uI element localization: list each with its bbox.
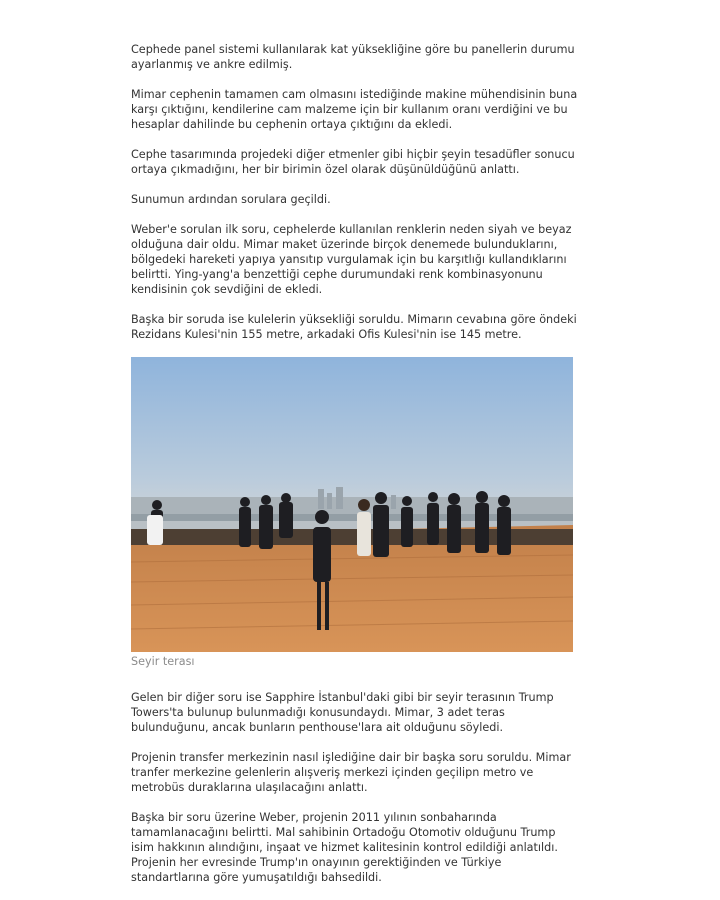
paragraph: Sunumun ardından sorulara geçildi. [131,193,331,206]
paragraph: Başka bir soru üzerine Weber, projenin 2011 yılının sonbaharında tamamlanacağını belirtti. Mal sahibinin Ortadoğu Otomotiv olduğunu Trump isim hakkının alındığını, inşaat ve hizmet kalitesinin kontrol edildiği anlatıldı. Projenin her evresinde Trump'ın onayının gerektiğinden ve Türkiye standartlarına göre yumuşatıldığı bahsedildi. [131,811,558,884]
paragraph: Gelen bir diğer soru ise Sapphire İstanbul'daki gibi bir seyir terasının Trump Towers'ta bulunup bulunmadığı konusundaydı. Mimar, 3 adet teras bulunduğunu, ancak bunların penthouse'lara ait olduğunu söyledi. [131,691,554,734]
paragraph: Başka bir soruda ise kulelerin yüksekliği soruldu. Mimarın cevabına göre öndeki Rezidans Kulesi'nin 155 metre, arkadaki Ofis Kulesi'nin ise 145 metre. [131,313,577,341]
article-body [131,42,581,900]
paragraph: Cephede panel sistemi kullanılarak kat yüksekliğine göre bu panellerin durumu ayarlanmış ve ankre edilmiş. [131,43,575,71]
paragraph: Cephe tasarımında projedeki diğer etmenler gibi hiçbir şeyin tesadüfler sonucu ortaya çıkmadığını, her bir birimin özel olarak düşünüldüğünü anlattı. [131,148,575,176]
figure-caption: Seyir terası [131,655,195,668]
paragraph: Mimar cephenin tamamen cam olmasını istediğinde makine mühendisinin buna karşı çıktığını, kendilerine cam malzeme için bir kullanım oranı verdiğini ve bu hesaplar dahilinde bu cephenin ortaya çıktığını da ekledi. [131,88,578,131]
paragraph: Weber'e sorulan ilk soru, cephelerde kullanılan renklerin neden siyah ve beyaz olduğuna dair oldu. Mimar maket üzerinde birçok denemede bulunduklarını, bölgedeki hareketi yapıya yansıtıp vurgulamak için bu karşıtlığı kullandıklarını belirtti. Ying-yang'a benzettiği cephe durumundaki renk kombinasyonunu kendisinin çok sevdiğini de ekledi. [131,223,572,296]
paragraph: Projenin transfer merkezinin nasıl işlediğine dair bir başka soru soruldu. Mimar tranfer merkezine gelenlerin alışveriş merkezi içinden geçilipn metro ve metrobüs duraklarına ulaşılacağını anlattı. [131,751,571,794]
terrace-photo [131,357,573,652]
terrace-figure [131,357,581,669]
